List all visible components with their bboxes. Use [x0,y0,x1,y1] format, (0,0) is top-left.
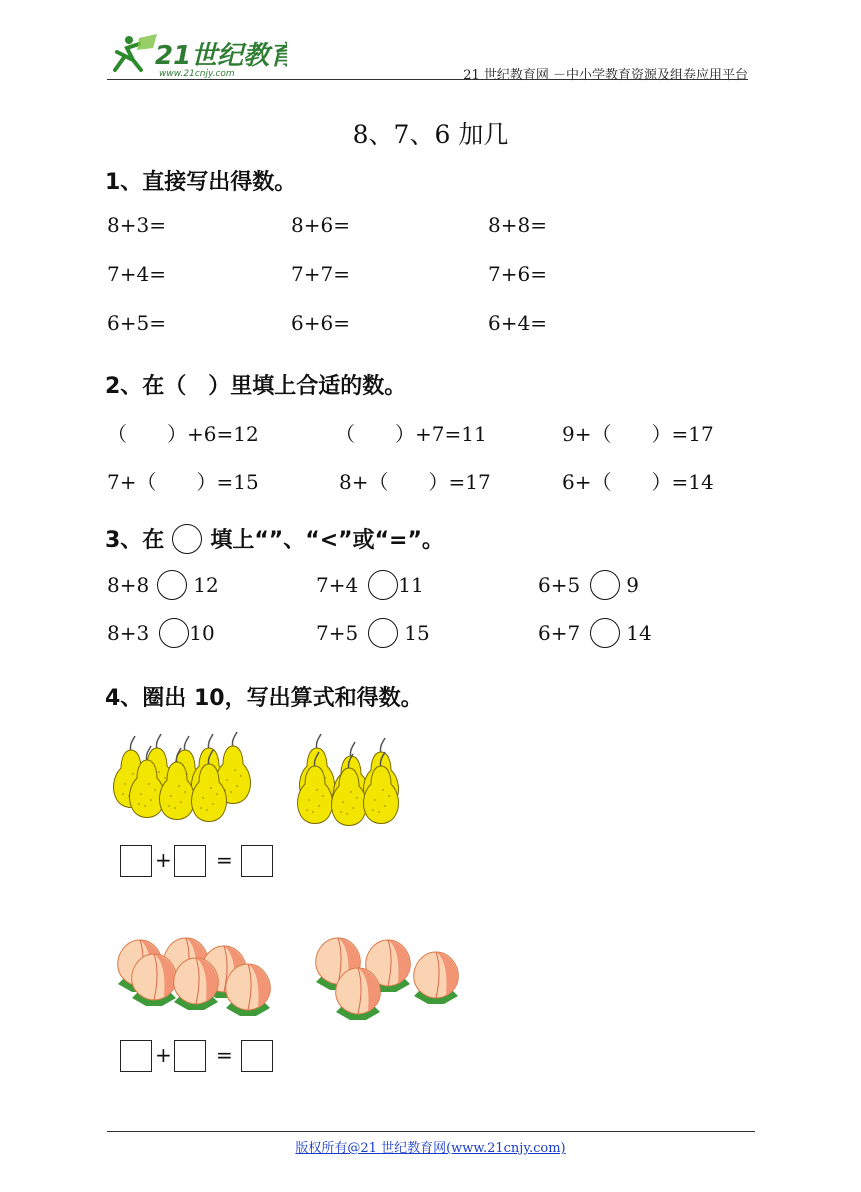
runner-icon [115,34,157,70]
q1-heading: 1、直接写出得数。 [105,170,297,195]
plus-sign: + [155,848,172,872]
q3-item [107,570,219,600]
q3-left: 7+4 [316,573,359,597]
compare-circle[interactable] [590,618,620,648]
q3-item [538,570,639,600]
q3-right: 11 [398,573,424,597]
q3-item [538,618,652,648]
page-title: 8、7、6 加几 [352,120,509,149]
answer-box[interactable] [120,845,152,877]
equals-sign: = [216,1043,233,1067]
q3-right: 15 [404,621,430,645]
compare-circle[interactable] [368,618,398,648]
q1-item: 8+6= [291,213,350,237]
q2-heading: 2、在（ ）里填上合适的数。 [105,374,407,399]
q1-item: 6+6= [291,311,350,335]
q2-item: （ ）+6=12 [107,422,259,446]
footer-divider [107,1131,755,1132]
q4-heading: 4、圈出 10，写出算式和得数。 [105,686,423,711]
circle-icon [172,524,202,554]
answer-box[interactable] [174,845,206,877]
header-divider [107,79,748,80]
q3-left: 6+7 [538,621,581,645]
q1-item: 6+4= [488,311,547,335]
compare-circle[interactable] [159,618,189,648]
q2-item: 7+（ ）=15 [107,470,259,494]
header-site-text: 21 世纪教育网 －中小学教育资源及组卷应用平台 [463,68,748,83]
compare-circle[interactable] [368,570,398,600]
answer-box[interactable] [174,1040,206,1072]
q3-right: 14 [626,621,652,645]
q3-heading [105,523,444,554]
q3-right: 9 [626,573,639,597]
equals-sign: = [216,848,233,872]
q3-item [316,570,424,600]
q3-item [107,618,215,648]
q3-right: 10 [189,621,215,645]
q3-item [316,618,430,648]
q3-left: 7+5 [316,621,359,645]
answer-box[interactable] [241,845,273,877]
peach-group-image [104,930,474,1030]
q3-left: 6+5 [538,573,581,597]
site-logo [107,30,287,80]
q3-heading-post: 填上“”、“<”或“=”。 [210,528,444,553]
q2-item: （ ）+7=11 [335,422,487,446]
q1-item: 8+8= [488,213,547,237]
compare-circle[interactable] [157,570,187,600]
q3-left: 8+3 [107,621,150,645]
pear-group-image [105,728,415,828]
q1-item: 7+6= [488,262,547,286]
answer-box[interactable] [241,1040,273,1072]
q3-heading-pre: 3、在 [105,528,165,553]
svg-text:21世纪教育: 21世纪教育 [155,41,287,71]
q1-item: 6+5= [107,311,166,335]
footer-copyright-link[interactable]: 版权所有@21 世纪教育网(www.21cnjy.com) [295,1141,566,1156]
q3-right: 12 [193,573,219,597]
pear-left-set [114,732,251,822]
q2-item: 8+（ ）=17 [339,470,491,494]
q2-item: 9+（ ）=17 [562,422,714,446]
q3-left: 8+8 [107,573,150,597]
q1-item: 7+4= [107,262,166,286]
q1-item: 8+3= [107,213,166,237]
q2-item: 6+（ ）=14 [562,470,714,494]
compare-circle[interactable] [590,570,620,600]
plus-sign: + [155,1043,172,1067]
svg-text:www.21cnjy.com: www.21cnjy.com [159,69,235,79]
pear-right-set [298,734,399,826]
peach-right-set [316,938,459,1020]
peach-left-set [118,938,271,1016]
answer-box[interactable] [120,1040,152,1072]
q1-item: 7+7= [291,262,350,286]
